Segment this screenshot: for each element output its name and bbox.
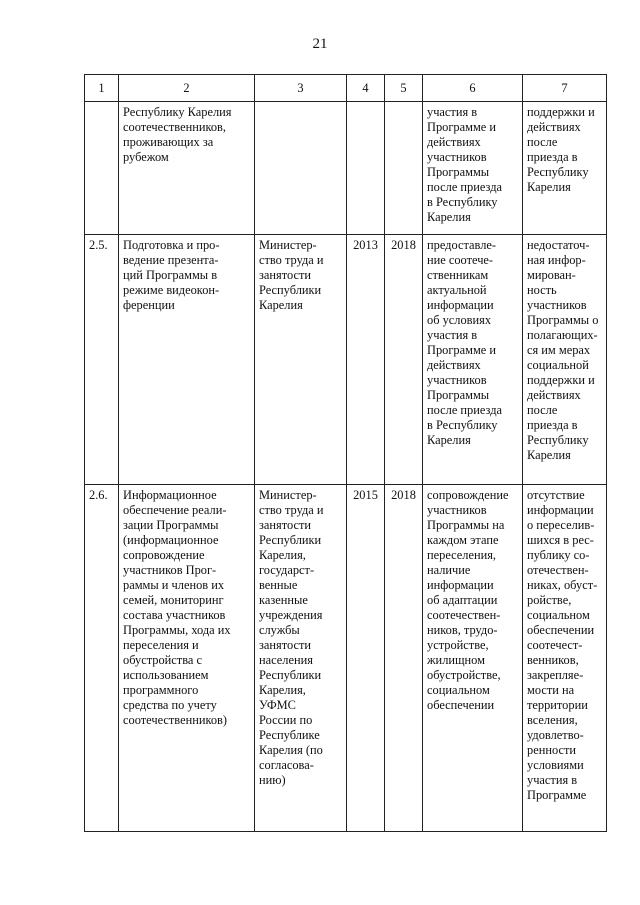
action-cell: Информационное обеспечение реали- зации Программы (информационное сопровождение участников Прог- раммы и членов их семей, мониторинг состава участников Программы, хода их переселения и обустройства с использованием программного средства по учету соотечественников) <box>119 485 255 832</box>
row-number <box>85 102 119 235</box>
start-year-cell: 2015 <box>347 485 385 832</box>
table-row <box>85 102 607 235</box>
start-year-cell: 2013 <box>347 235 385 485</box>
table-row <box>85 235 607 485</box>
start-year-cell <box>347 102 385 235</box>
result-cell: предоставле- ние соотече- ственникам актуальной информации об условиях участия в Программе и действиях участников Программы после приезда в Республику Карелия <box>423 235 523 485</box>
table-row <box>85 485 607 832</box>
page-number: 21 <box>312 36 328 52</box>
executor-cell: Министер- ство труда и занятости Республики Карелия, государст- венные казенные учреждения службы занятости населения Республики Карелия, УФМС России по Республике Карелия (по согласова- нию) <box>255 485 347 832</box>
action-cell: Республику Карелия соотечественников, проживающих за рубежом <box>119 102 255 235</box>
table-header-row <box>85 75 607 102</box>
end-year-cell: 2018 <box>385 485 423 832</box>
consequence-cell: поддержки и действиях после приезда в Республику Карелия <box>523 102 607 235</box>
program-table <box>84 74 607 832</box>
row-number: 2.5. <box>85 235 119 485</box>
row-number: 2.6. <box>85 485 119 832</box>
column-header: 2 <box>119 75 255 102</box>
result-cell: участия в Программе и действиях участников Программы после приезда в Республику Карелия <box>423 102 523 235</box>
end-year-cell: 2018 <box>385 235 423 485</box>
executor-cell <box>255 102 347 235</box>
consequence-cell: отсутствие информации о переселив- шихся в рес- публику со- отечествен- никах, обуст- ройстве, социальном обеспечении соотечест- венников, закрепляе- мости на территории вселения, удовлетво- ренности условиями участия в Программе <box>523 485 607 832</box>
end-year-cell <box>385 102 423 235</box>
column-header: 7 <box>523 75 607 102</box>
column-header: 5 <box>385 75 423 102</box>
column-header: 1 <box>85 75 119 102</box>
column-header: 3 <box>255 75 347 102</box>
action-cell: Подготовка и про- ведение презента- ций Программы в режиме видеокон- ференции <box>119 235 255 485</box>
consequence-cell: недостаточ- ная инфор- мирован- ность участников Программы о полагающих- ся им мерах социальной поддержки и действиях после приезда в Республику Карелия <box>523 235 607 485</box>
result-cell: сопровождение участников Программы на каждом этапе переселения, наличие информации об адаптации соотечествен- ников, трудо- устройстве, жилищном обустройстве, социальном обеспечении <box>423 485 523 832</box>
column-header: 6 <box>423 75 523 102</box>
executor-cell: Министер- ство труда и занятости Республики Карелия <box>255 235 347 485</box>
column-header: 4 <box>347 75 385 102</box>
